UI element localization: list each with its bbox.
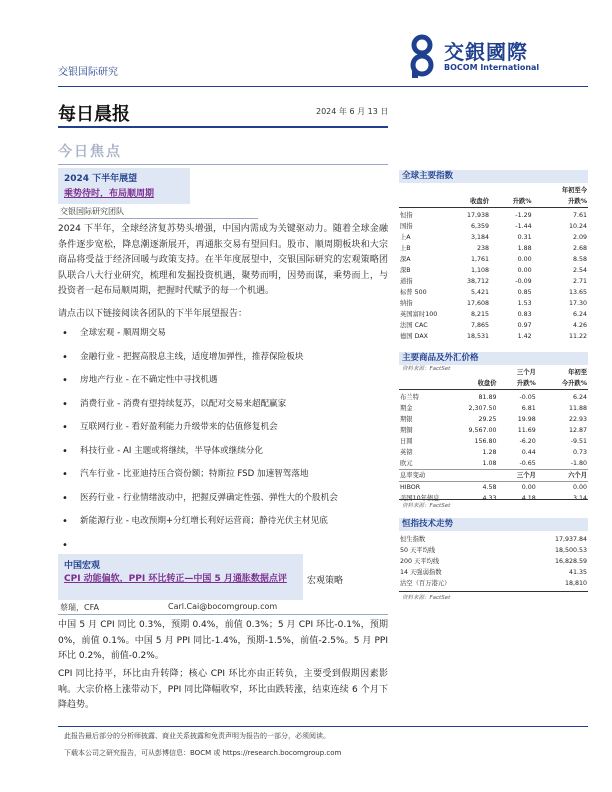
- section2-paragraph-1: 中国 5 月 CPI 同比 0.3%，预期 0.4%，前值 0.3%；5 月 CPI 环比-0.1%，预期 0%，前值 0.1%。中国 5 月 PPI 同比-1.4%，预期-1.5%，前值-2.5%。5 月 PPI 环比 0.2%，前值-0.2%。: [58, 620, 388, 662]
- cell: 11.88: [568, 405, 587, 412]
- cell: 布兰特: [400, 394, 419, 401]
- cell: 17,608: [466, 300, 489, 307]
- table-row: [399, 436, 588, 447]
- page-title: 每日晨报: [58, 104, 130, 125]
- table-row: [399, 578, 588, 589]
- table-row: [399, 414, 588, 425]
- cell: 2,307.50: [468, 405, 497, 412]
- col-header-3m-top: 三个月: [516, 369, 536, 376]
- cell: 13.65: [568, 289, 587, 296]
- bullet-dot-icon: •: [62, 398, 68, 410]
- col-header-close: 收盘价: [441, 196, 490, 208]
- logo-english-text: BOCOM International: [444, 63, 540, 72]
- cell: 6.24: [572, 311, 587, 318]
- cell: 5,421: [470, 289, 489, 296]
- cell: 1,761: [470, 256, 489, 263]
- section1-links-intro: 请点击以下链接阅读各团队的下半年展望报告：: [58, 309, 248, 319]
- cell: 7.61: [572, 212, 587, 219]
- report-link[interactable]: 全球宏观 - 顺周期交易: [80, 328, 166, 338]
- table-row: [399, 208, 588, 222]
- cell: 欧元: [400, 460, 413, 467]
- cell: 英镑: [400, 449, 413, 456]
- list-item[interactable]: [58, 328, 388, 352]
- report-link[interactable]: 医药行业 - 行业情绪波动中，把握反弹确定性强、弹性大的个股机会: [80, 492, 338, 503]
- cell: 六个月: [537, 470, 588, 482]
- cell: 1.08: [482, 460, 497, 467]
- table-row: [399, 232, 588, 243]
- cell: 4.26: [572, 322, 587, 329]
- focus-heading: 今日焦点: [58, 144, 122, 160]
- report-link[interactable]: 消费行业 - 消费有望持续复苏，以配对交易来超配赢家: [80, 398, 287, 409]
- col-header-blank: [399, 378, 441, 390]
- bullet-dot-icon: •: [62, 375, 68, 386]
- cell: 日圆: [400, 438, 413, 445]
- cell: 10.24: [568, 223, 587, 230]
- cell: 纳指: [400, 300, 413, 307]
- cell: 恒指: [400, 212, 413, 219]
- focus-divider: [58, 164, 388, 165]
- bullet-dot-icon: •: [62, 422, 68, 433]
- commodities-title: 主要商品及外汇价格: [399, 352, 588, 365]
- cell: 7,865: [470, 322, 489, 329]
- section1-paragraph: 2024 下半年，全球经济复苏势头增强，中国内需成为关键驱动力。随着全球金融条件逐步宽松，降息潮逐渐展开，再通胀交易有望回归。股市、顺周期板块和大宗商品将受益于经济回暖与政策支持。在半年度展望中，交银国际研究的宏观策略团队联合八大行业研究，梳理和发掘投资机遇，聚势而明，因势而谋，乘势而上，与投资者一起布局顺周期，把握时代赋予的每一个机遇。: [58, 224, 388, 297]
- rates-header-row: [399, 470, 588, 482]
- cell: 道指: [400, 278, 413, 285]
- cell: 6.24: [572, 394, 587, 401]
- cell: 1.28: [482, 449, 497, 456]
- cell: 0.73: [572, 449, 587, 456]
- commodities-table: [399, 367, 588, 504]
- cell: 2.09: [572, 234, 587, 241]
- cell: 41.35: [568, 569, 587, 576]
- commodities-bottom-rule: [399, 499, 588, 500]
- cell: 8.58: [572, 256, 587, 263]
- cell: -0.65: [519, 460, 536, 467]
- cell: 81.89: [478, 394, 497, 401]
- section2-divider: [58, 614, 388, 615]
- table-row: [399, 425, 588, 436]
- cell: 0.97: [517, 322, 532, 329]
- section1-divider: [58, 218, 258, 219]
- table-row: [399, 243, 588, 254]
- header-divider: [58, 86, 588, 87]
- indices-source: 资料来源：FactSet: [402, 366, 451, 372]
- table-row: [399, 331, 588, 342]
- list-item[interactable]: [58, 516, 388, 540]
- indices-title: 全球主要指数: [399, 170, 588, 183]
- cell: 17,938: [466, 212, 489, 219]
- table-row: [399, 482, 588, 494]
- cell: 恒生指数: [400, 536, 426, 543]
- cell: 50 天平均线: [400, 547, 436, 554]
- table-row: [399, 545, 588, 556]
- section1-author: 交银国际研究团队: [60, 207, 124, 216]
- cell: 4.58: [441, 482, 498, 494]
- technicals-title: 恒指技术走势: [399, 518, 588, 531]
- col-header-blank: [441, 185, 490, 196]
- bullet-dot-icon: •: [62, 469, 68, 480]
- bullet-dot-icon: •: [62, 539, 68, 551]
- cell: 156.80: [474, 438, 497, 445]
- cell: 29.25: [478, 416, 497, 423]
- report-link[interactable]: 科技行业 - AI 主题或将继续，半导体或继续分化: [80, 445, 263, 456]
- col-header-ytd: 升跌%: [533, 196, 588, 208]
- cell: 22.93: [568, 416, 587, 423]
- cell: HIBOR: [399, 482, 441, 494]
- list-item[interactable]: [58, 493, 388, 517]
- table-row: [399, 287, 588, 298]
- technicals-table: [399, 532, 588, 589]
- col-header-ytd: 今升跌%: [537, 378, 588, 390]
- report-date: 2024 年 6 月 13 日: [316, 107, 389, 116]
- cell: 11.22: [568, 333, 587, 340]
- cell: 18,810: [564, 580, 587, 587]
- report-link[interactable]: 汽车行业 - 比亚迪持压合资份额；特斯拉 FSD 加速智驾落地: [80, 469, 309, 479]
- bocom-logo-icon: [404, 34, 440, 78]
- outlook-report-list: [58, 328, 388, 563]
- list-item[interactable]: [58, 469, 388, 493]
- table-row: [399, 221, 588, 232]
- cell: 深A: [400, 256, 411, 263]
- col-header-blank: [490, 185, 533, 196]
- indices-table: [399, 185, 588, 342]
- table-row: [399, 403, 588, 414]
- table-row: [399, 276, 588, 287]
- cell: 国指: [400, 223, 413, 230]
- col-header-close: 收盘价: [441, 378, 498, 390]
- cell: 2.71: [572, 278, 587, 285]
- cell: 19.98: [517, 416, 536, 423]
- col-header-change: 升跌%: [498, 378, 537, 390]
- cell: 17,937.84: [554, 536, 587, 543]
- bullet-dot-icon: •: [62, 492, 68, 504]
- cell: -1.80: [570, 460, 587, 467]
- table-row: [399, 390, 588, 404]
- cell: 0.44: [521, 449, 536, 456]
- cell: 0.00: [517, 267, 532, 274]
- footer-download-info[interactable]: 下载本公司之研究报告，可从彭博信息：BOCM 或 https://research.bocomgroup.com: [64, 749, 342, 757]
- section2-category: 宏观策略: [307, 576, 344, 586]
- commodities-source: 资料来源：FactSet: [402, 503, 451, 509]
- col-header-blank: [399, 367, 441, 378]
- cell: 0.00: [498, 482, 537, 494]
- table-row: [399, 320, 588, 331]
- technicals-source: 资料来源：FactSet: [402, 595, 451, 601]
- cell: 18,531: [466, 333, 489, 340]
- table-row: [399, 556, 588, 567]
- cell: 息率变动: [399, 470, 441, 482]
- cell: 期金: [400, 405, 413, 412]
- cell: 1.53: [517, 300, 532, 307]
- section1-subtitle-link[interactable]: 乘势待时，布局顺周期: [64, 189, 155, 199]
- cell: -9.51: [570, 438, 587, 445]
- table-row: [399, 309, 588, 320]
- cell: 期银: [400, 416, 413, 423]
- bullet-dot-icon: •: [62, 351, 68, 363]
- cell: 英国富时100: [400, 311, 438, 318]
- list-item[interactable]: [58, 422, 388, 446]
- table-row: [399, 298, 588, 309]
- table-row: [399, 458, 588, 470]
- report-link[interactable]: 房地产行业 - 在不确定性中寻找机遇: [80, 375, 218, 385]
- cell: -6.20: [519, 438, 536, 445]
- cell: 深B: [400, 267, 411, 274]
- cell: 17.30: [568, 300, 587, 307]
- cell: 法国 CAC: [400, 322, 428, 329]
- report-link[interactable]: 新能源行业 - 电改预期+分红增长利好运营商；静待光伏主材见底: [80, 516, 328, 526]
- table-row: [399, 254, 588, 265]
- footer-disclaimer: 此报告最后部分的分析师披露、商业关系披露和免责声明为报告的一部分，必须阅读。: [64, 732, 330, 740]
- footer-divider: [58, 726, 588, 727]
- cell: 8,215: [470, 311, 489, 318]
- cell: [441, 470, 498, 482]
- cell: 0.00: [537, 482, 588, 494]
- cell: 3,184: [470, 234, 489, 241]
- bullet-dot-icon: •: [62, 328, 68, 339]
- report-link[interactable]: 互联网行业 - 看好盈利能力升级带来的估值修复机会: [80, 422, 278, 432]
- cell: -1.44: [515, 223, 532, 230]
- cell: 0.31: [517, 234, 532, 241]
- cell: 0.00: [517, 256, 532, 263]
- cell: 14 天强弱指数: [400, 569, 442, 576]
- table-row: [399, 567, 588, 578]
- cell: 16,828.59: [554, 558, 587, 565]
- cell: 1,108: [470, 267, 489, 274]
- cell: -0.09: [515, 278, 532, 285]
- indices-body: [399, 208, 588, 343]
- cell: 期铜: [400, 427, 413, 434]
- technicals-bottom-rule: [399, 591, 588, 592]
- cell: 238: [476, 245, 489, 252]
- cell: 三个月: [498, 470, 537, 482]
- bullet-dot-icon: •: [62, 516, 68, 527]
- list-item[interactable]: [58, 399, 388, 423]
- section1-label: 2024 下半年展望: [64, 174, 138, 184]
- col-header-blank: [441, 367, 498, 378]
- col-header-ytd-top: 年初至今: [561, 187, 587, 194]
- list-item[interactable]: [58, 352, 388, 376]
- org-name: 交银国际研究: [58, 67, 118, 78]
- col-header-blank: [399, 185, 441, 196]
- list-item[interactable]: [58, 446, 388, 470]
- logo-chinese-text: 交銀國際: [444, 40, 528, 64]
- col-header-blank: [399, 196, 441, 208]
- cell: 沽空（百万港元）: [400, 580, 451, 587]
- cell: 0.85: [517, 289, 532, 296]
- table-row: [399, 532, 588, 545]
- cell: 38,712: [466, 278, 489, 285]
- col-header-change: 升跌%: [490, 196, 533, 208]
- cell: 2.68: [572, 245, 587, 252]
- col-header-ytd-top: 年初至: [568, 369, 587, 376]
- cell: 标普 500: [400, 289, 427, 296]
- title-divider: [58, 126, 388, 128]
- cell: 200 天平均线: [400, 558, 440, 565]
- report-link[interactable]: 金融行业 - 把握高股息主线，适度增加弹性，推荐保险板块: [80, 351, 304, 362]
- cell: -1.29: [515, 212, 532, 219]
- cell: 1.88: [517, 245, 532, 252]
- section2-author: 蔡瑞，CFA: [60, 603, 99, 612]
- cell: 德国 DAX: [400, 333, 428, 340]
- cell: 9,567.00: [468, 427, 497, 434]
- cell: 上A: [400, 234, 411, 241]
- section2-paragraph-2: CPI 同比持平，环比由升转降；核心 CPI 环比亦由正转负，主要受到假期因素影响。大宗价格上涨带动下，PPI 同比降幅收窄，环比由跌转涨，结束连续 6 个月下降趋势。: [58, 669, 388, 711]
- cell: 上B: [400, 245, 411, 252]
- cell: 1.42: [517, 333, 532, 340]
- section2-label: 中国宏观: [64, 561, 101, 571]
- table-row: [399, 447, 588, 458]
- table-row: [399, 265, 588, 276]
- list-item[interactable]: [58, 375, 388, 399]
- cell: 6,359: [470, 223, 489, 230]
- section2-email-link[interactable]: Carl.Cai@bocomgroup.com: [168, 602, 278, 611]
- section2-subtitle-link[interactable]: CPI 动能偏软，PPI 环比转正—中国 5 月通胀数据点评: [64, 574, 287, 584]
- cell: 2.54: [572, 267, 587, 274]
- cell: 12.87: [568, 427, 587, 434]
- cell: 18,500.53: [554, 547, 587, 554]
- cell: -0.05: [519, 394, 536, 401]
- bocom-logo: [404, 34, 584, 80]
- cell: 0.83: [517, 311, 532, 318]
- cell: 11.69: [517, 427, 536, 434]
- cell: 6.81: [521, 405, 536, 412]
- bullet-dot-icon: •: [62, 445, 68, 457]
